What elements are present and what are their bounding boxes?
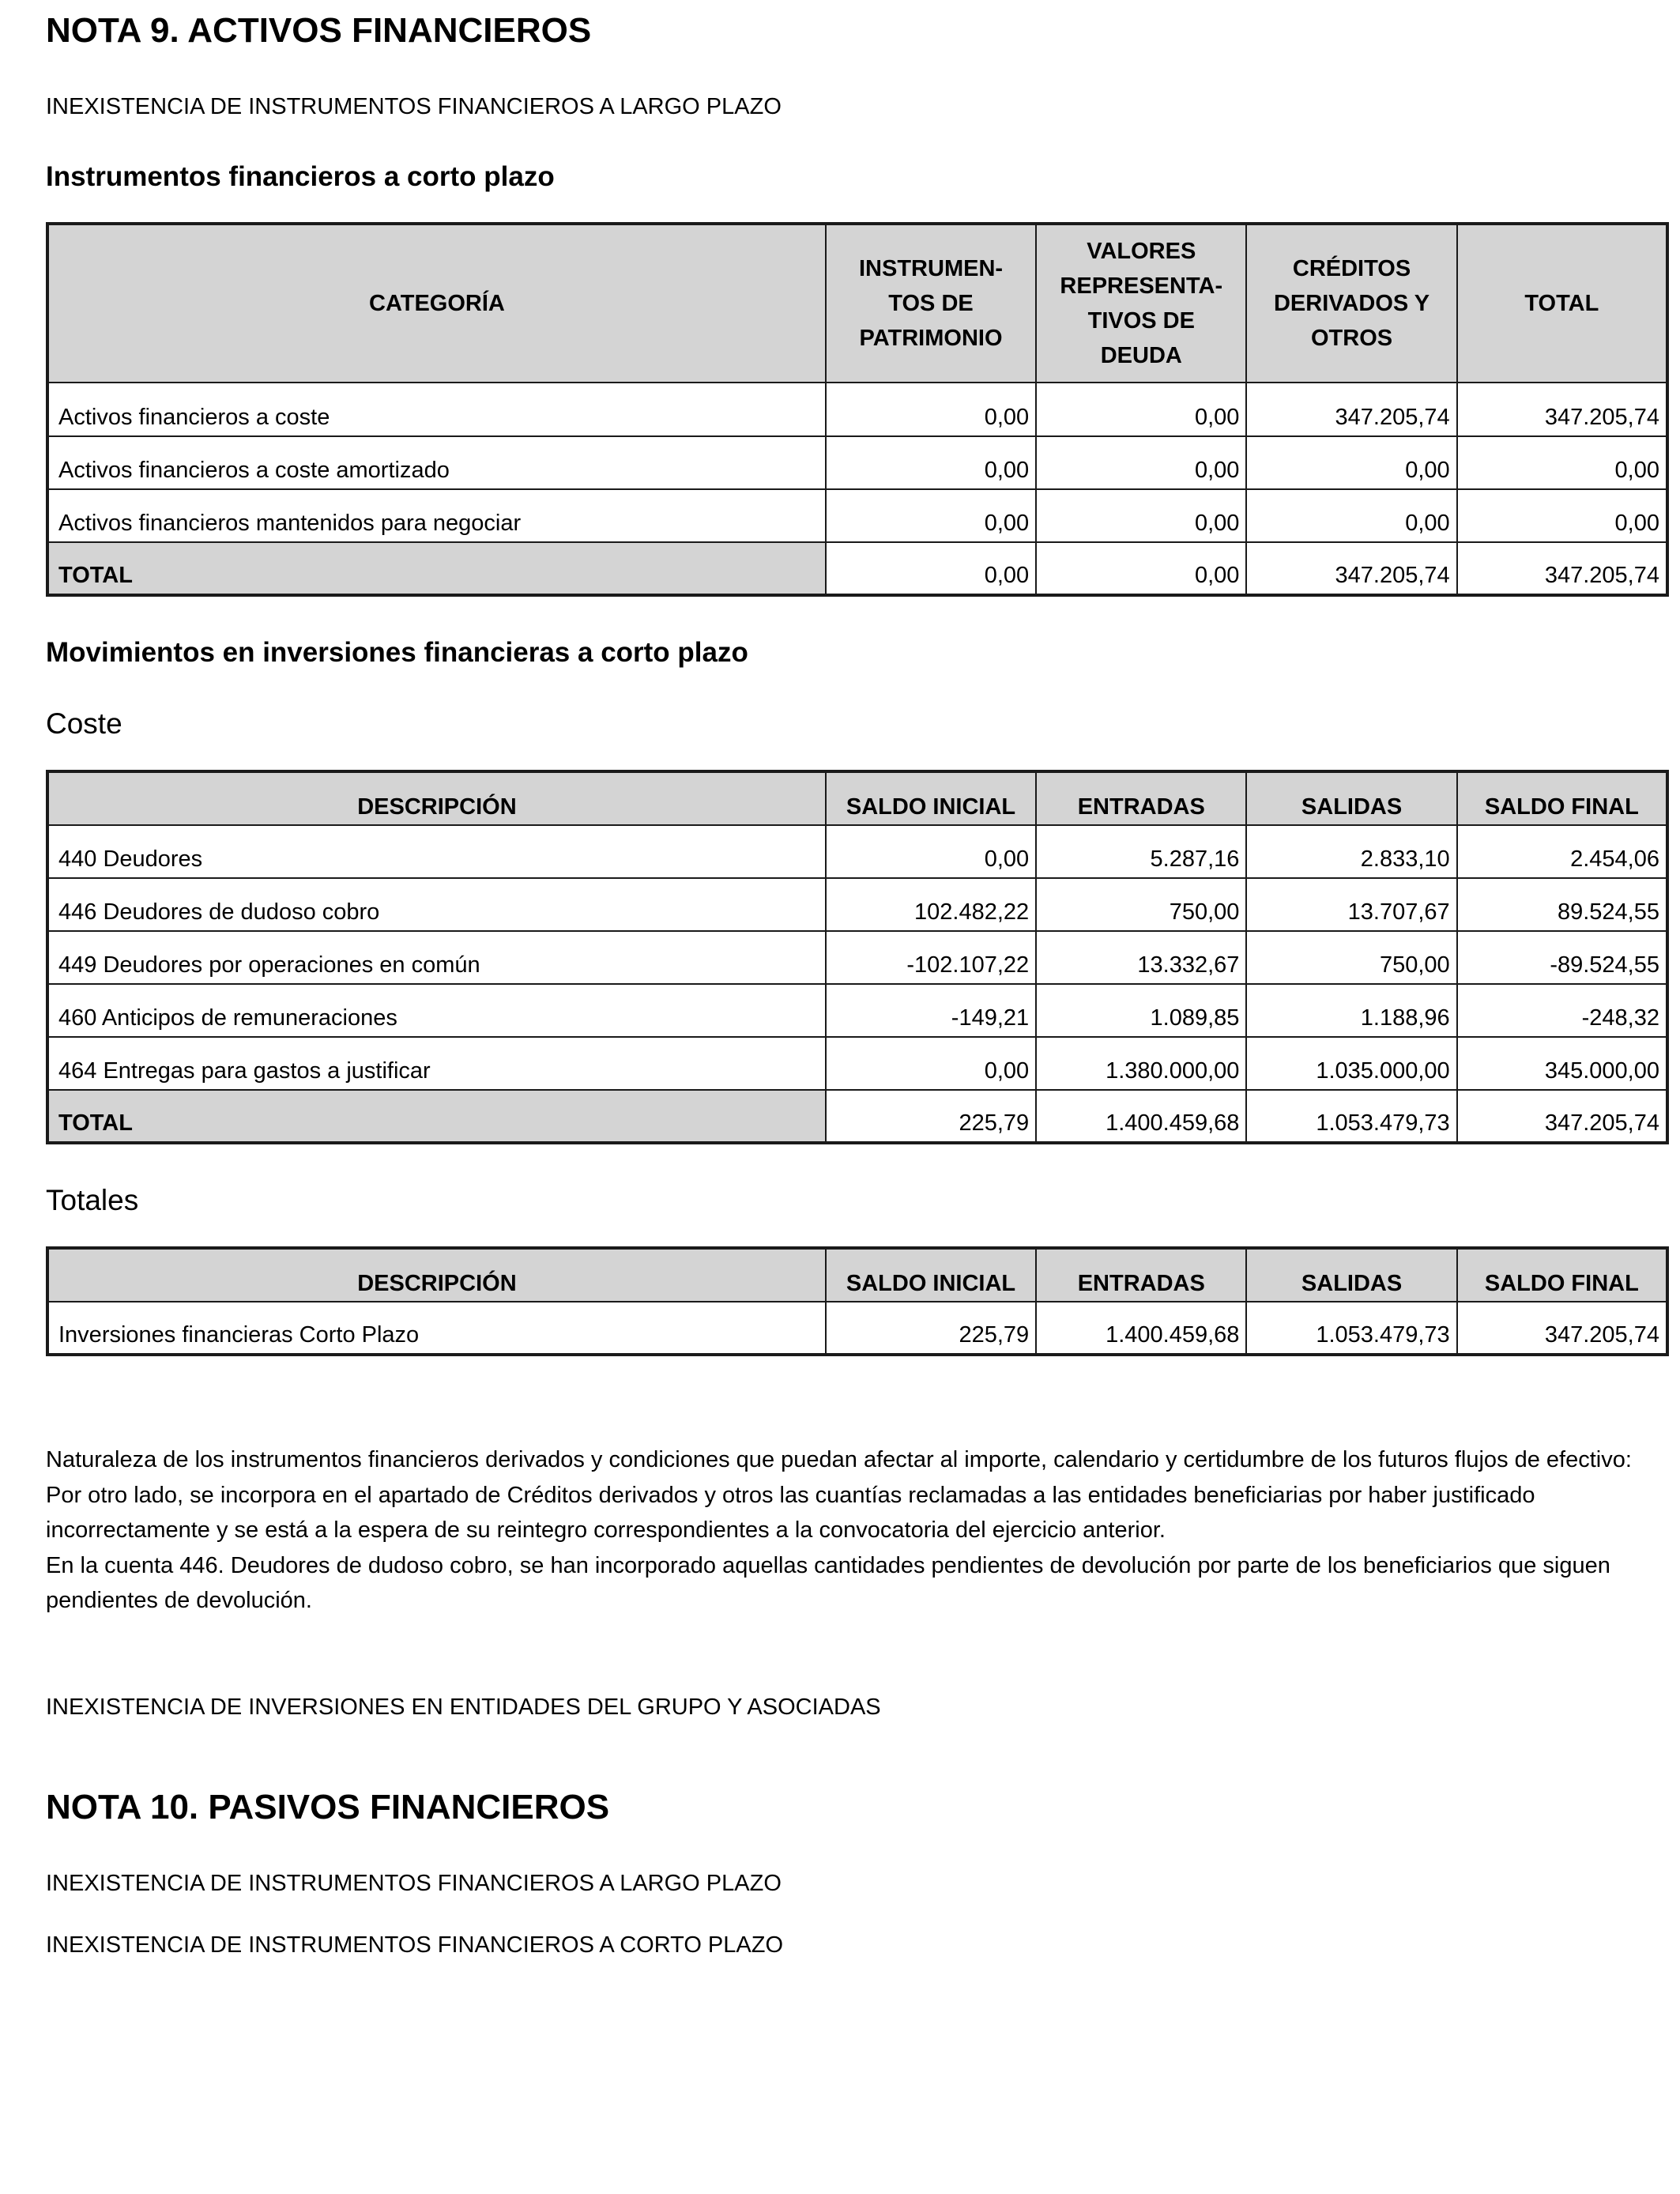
- cell-value: 0,00: [826, 489, 1036, 542]
- cell-value: -248,32: [1457, 984, 1667, 1037]
- instrumentos-table: [46, 222, 1669, 597]
- col-header-saldo-final: SALDO FINAL: [1457, 1248, 1667, 1302]
- table-row: [47, 825, 1667, 878]
- row-label: 449 Deudores por operaciones en común: [47, 931, 826, 984]
- table-row: [47, 1037, 1667, 1090]
- table-total-row: [47, 542, 1667, 595]
- cell-value: 0,00: [1457, 436, 1667, 489]
- col-header-saldo-inicial: SALDO INICIAL: [826, 771, 1036, 825]
- table-row: [47, 489, 1667, 542]
- cell-value: 1.400.459,68: [1036, 1090, 1246, 1143]
- table-header-row: [47, 224, 1667, 383]
- cell-value: 0,00: [1246, 489, 1456, 542]
- col-header-saldo-inicial: SALDO INICIAL: [826, 1248, 1036, 1302]
- cell-value: 1.089,85: [1036, 984, 1246, 1037]
- movimientos-coste-table: [46, 770, 1669, 1144]
- notes-paragraphs: [46, 1442, 1642, 1619]
- row-label: 446 Deudores de dudoso cobro: [47, 878, 826, 931]
- cell-value: 347.205,74: [1246, 542, 1456, 595]
- cell-value: 225,79: [826, 1302, 1036, 1355]
- col-header-categoria: CATEGORÍA: [47, 224, 826, 383]
- table-row: [47, 1302, 1667, 1355]
- section-title-movimientos: Movimientos en inversiones financieras a corto plazo: [46, 637, 748, 668]
- cell-value: 0,00: [1036, 542, 1246, 595]
- table-header-row: [47, 771, 1667, 825]
- row-label: 440 Deudores: [47, 825, 826, 878]
- inversiones-grupo-line: INEXISTENCIA DE INVERSIONES EN ENTIDADES DEL GRUPO Y ASOCIADAS: [46, 1695, 881, 1720]
- cell-value: 345.000,00: [1457, 1037, 1667, 1090]
- nota10-title: NOTA 10. PASIVOS FINANCIEROS: [46, 1788, 610, 1826]
- note-paragraph: Naturaleza de los instrumentos financieros derivados y condiciones que puedan afectar al importe, calendario y certidumbre de los futuros flujos de efectivo:: [46, 1447, 1632, 1472]
- col-header-saldo-final: SALDO FINAL: [1457, 771, 1667, 825]
- cell-value: -89.524,55: [1457, 931, 1667, 984]
- col-header-descripcion: DESCRIPCIÓN: [47, 771, 826, 825]
- col-header-entradas: ENTRADAS: [1036, 771, 1246, 825]
- cell-value: 0,00: [1457, 489, 1667, 542]
- cell-value: 0,00: [1036, 489, 1246, 542]
- cell-value: 1.380.000,00: [1036, 1037, 1246, 1090]
- table-row: [47, 984, 1667, 1037]
- cell-value: 2.833,10: [1246, 825, 1456, 878]
- cell-value: 1.035.000,00: [1246, 1037, 1456, 1090]
- table-row: [47, 878, 1667, 931]
- cell-value: 102.482,22: [826, 878, 1036, 931]
- cell-value: 0,00: [826, 383, 1036, 436]
- cell-value: 5.287,16: [1036, 825, 1246, 878]
- row-label: 464 Entregas para gastos a justificar: [47, 1037, 826, 1090]
- cell-value: 225,79: [826, 1090, 1036, 1143]
- cell-value: 2.454,06: [1457, 825, 1667, 878]
- cell-value: 347.205,74: [1457, 383, 1667, 436]
- cell-value: 0,00: [1246, 436, 1456, 489]
- cell-value: 750,00: [1246, 931, 1456, 984]
- row-label: 460 Anticipos de remuneraciones: [47, 984, 826, 1037]
- row-label: Activos financieros mantenidos para negociar: [47, 489, 826, 542]
- cell-value: 0,00: [826, 436, 1036, 489]
- col-header-entradas: ENTRADAS: [1036, 1248, 1246, 1302]
- nota10-corto-plazo-line: INEXISTENCIA DE INSTRUMENTOS FINANCIEROS A CORTO PLAZO: [46, 1932, 784, 1958]
- row-label: Inversiones financieras Corto Plazo: [47, 1302, 826, 1355]
- cell-value: 13.707,67: [1246, 878, 1456, 931]
- section-title-corto-plazo: Instrumentos financieros a corto plazo: [46, 161, 555, 192]
- nota9-title: NOTA 9. ACTIVOS FINANCIEROS: [46, 11, 592, 50]
- cell-value: 0,00: [826, 542, 1036, 595]
- row-label: Activos financieros a coste: [47, 383, 826, 436]
- cell-value: 0,00: [1036, 436, 1246, 489]
- cell-value: 750,00: [1036, 878, 1246, 931]
- table-header-row: [47, 1248, 1667, 1302]
- col-header-descripcion: DESCRIPCIÓN: [47, 1248, 826, 1302]
- totales-table: [46, 1246, 1669, 1356]
- totales-label: Totales: [46, 1184, 139, 1216]
- total-label: TOTAL: [47, 542, 826, 595]
- total-label: TOTAL: [47, 1090, 826, 1143]
- nota9-largo-plazo-line: INEXISTENCIA DE INSTRUMENTOS FINANCIEROS A LARGO PLAZO: [46, 94, 782, 119]
- cell-value: 1.400.459,68: [1036, 1302, 1246, 1355]
- note-paragraph: En la cuenta 446. Deudores de dudoso cobro, se han incorporado aquellas cantidades pendientes de devolución por parte de los beneficiarios que siguen pendientes de devolución.: [46, 1552, 1610, 1613]
- cell-value: 347.205,74: [1457, 1090, 1667, 1143]
- cell-value: 1.188,96: [1246, 984, 1456, 1037]
- table-row: [47, 383, 1667, 436]
- cell-value: 347.205,74: [1246, 383, 1456, 436]
- cell-value: 1.053.479,73: [1246, 1090, 1456, 1143]
- col-header-salidas: SALIDAS: [1246, 771, 1456, 825]
- table-row: [47, 436, 1667, 489]
- cell-value: 1.053.479,73: [1246, 1302, 1456, 1355]
- cell-value: 347.205,74: [1457, 542, 1667, 595]
- cell-value: 89.524,55: [1457, 878, 1667, 931]
- col-header-total: TOTAL: [1457, 224, 1667, 383]
- cell-value: 13.332,67: [1036, 931, 1246, 984]
- cell-value: -149,21: [826, 984, 1036, 1037]
- row-label: Activos financieros a coste amortizado: [47, 436, 826, 489]
- cell-value: -102.107,22: [826, 931, 1036, 984]
- table-row: [47, 931, 1667, 984]
- col-header-creditos: CRÉDITOS DERIVADOS Y OTROS: [1246, 224, 1456, 383]
- note-paragraph: Por otro lado, se incorpora en el apartado de Créditos derivados y otros las cuantías reclamadas a las entidades beneficiarias por haber justificado incorrectamente y se está a la espera de su reintegro correspondientes a la convocatoria del ejercicio anterior.: [46, 1482, 1535, 1543]
- col-header-valores: VALORES REPRESENTA- TIVOS DE DEUDA: [1036, 224, 1246, 383]
- col-header-patrimonio: INSTRUMEN- TOS DE PATRIMONIO: [826, 224, 1036, 383]
- cell-value: 0,00: [1036, 383, 1246, 436]
- cell-value: 0,00: [826, 825, 1036, 878]
- cell-value: 0,00: [826, 1037, 1036, 1090]
- cell-value: 347.205,74: [1457, 1302, 1667, 1355]
- nota10-largo-plazo-line: INEXISTENCIA DE INSTRUMENTOS FINANCIEROS A LARGO PLAZO: [46, 1871, 782, 1896]
- col-header-salidas: SALIDAS: [1246, 1248, 1456, 1302]
- coste-label: Coste: [46, 707, 122, 740]
- table-total-row: [47, 1090, 1667, 1143]
